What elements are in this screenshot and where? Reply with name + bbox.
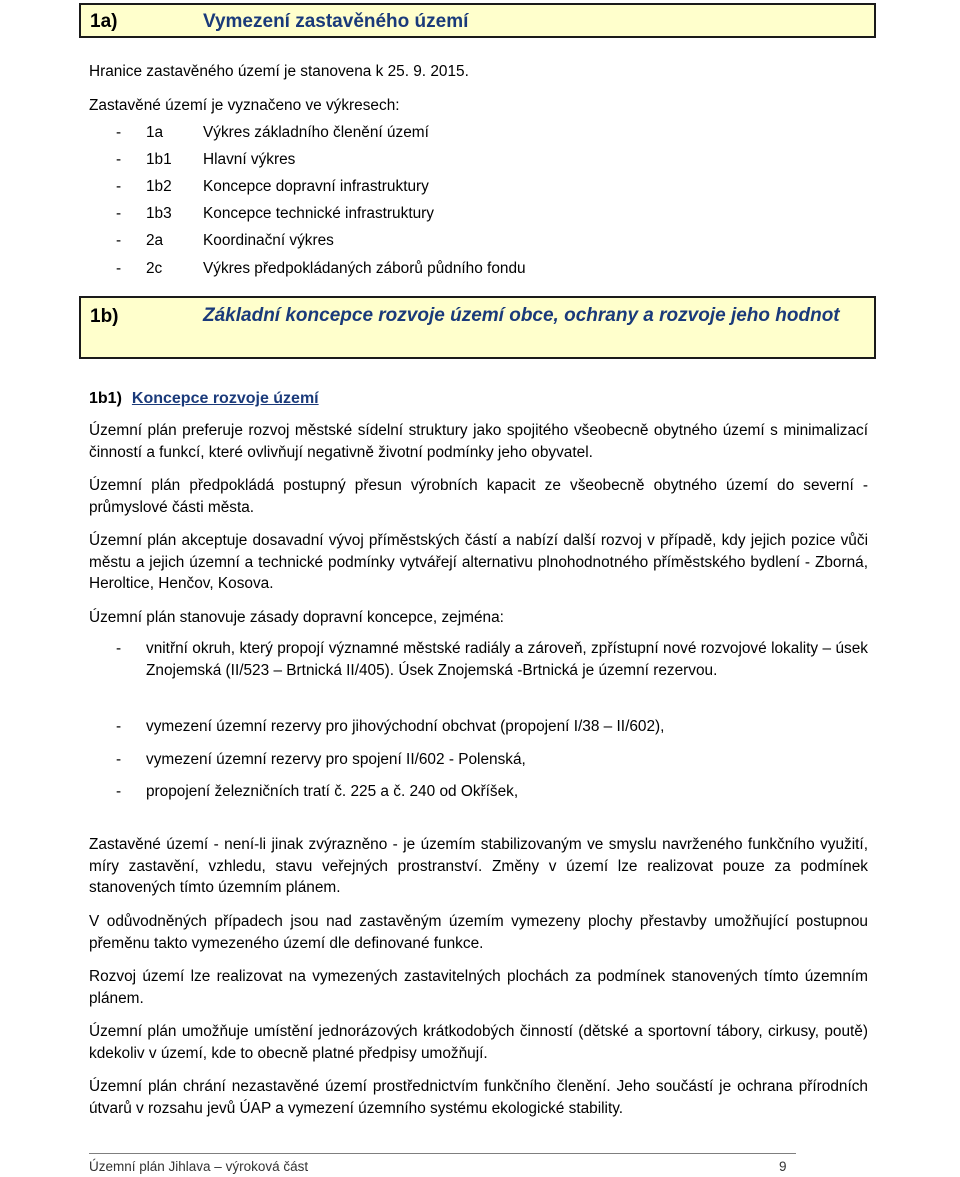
section-title: Vymezení zastavěného území [203, 11, 469, 32]
footer-document-title: Územní plán Jihlava – výroková část [89, 1159, 309, 1174]
list-item-text: vnitřní okruh, který propojí významné městské radiály a zároveň, zpřístupní nové rozvojové lokality – úsek Znojemská (II/523 – Brtnická II/405). Úsek Znojemská -Brtnická je územní rezervou. [146, 640, 868, 679]
list-item-text: vymezení územní rezervy pro jihovýchodní obchvat (propojení I/38 – II/602), [146, 718, 665, 735]
paragraph: Územní plán stanovuje zásady dopravní koncepce, zejména: [89, 609, 504, 626]
drawing-name: Hlavní výkres [203, 151, 296, 168]
paragraph: Územní plán preferuje rozvoj městské sídelní struktury jako spojitého všeobecně obytného území s minimalizací činností a funkcí, které ovlivňují negativně životní podmínky jeho obyvatel. [89, 422, 868, 461]
paragraph: V odůvodněných případech jsou nad zastavěným územím vymezeny plochy přestavby umožňující postupnou přeměnu takto vymezeného území dle definované funkce. [89, 913, 868, 952]
drawing-name: Výkres předpokládaných záborů půdního fondu [203, 260, 526, 277]
section-heading-1b [79, 296, 876, 359]
drawing-name: Koncepce dopravní infrastruktury [203, 178, 429, 195]
list-item-text: vymezení územní rezervy pro spojení II/602 - Polenská, [146, 751, 526, 768]
section-title: Základní koncepce rozvoje území obce, ochrany a rozvoje jeho hodnot [203, 305, 840, 326]
section-number: 1a) [90, 11, 118, 32]
subsection-number: 1b1) [89, 390, 122, 407]
footer-divider [89, 1153, 796, 1154]
drawing-code: 1b1 [146, 151, 172, 168]
paragraph: Zastavěné území - není-li jinak zvýrazněno - je územím stabilizovaným ve smyslu navrženého funkčního využití, míry zastavění, vzhledu, stavu veřejných prostranství. Změny v území lze realizovat pouze za podmínek stanovených tímto územním plánem. [89, 836, 868, 896]
date-line: Hranice zastavěného území je stanovena k 25. 9. 2015. [89, 63, 469, 80]
paragraph: Územní plán umožňuje umístění jednorázových krátkodobých činností (dětské a sportovní tábory, cirkusy, poutě) kdekoliv v území, kde to obecně platné předpisy umožňují. [89, 1023, 868, 1062]
paragraph: Územní plán chrání nezastavěné území prostřednictvím funkčního členění. Jeho součástí je ochrana přírodních útvarů v rozsahu jevů ÚAP a vymezení územního systému ekologické stability. [89, 1078, 868, 1117]
section-heading-1a [79, 3, 876, 38]
page-number: 9 [779, 1159, 787, 1174]
drawing-code: 1a [146, 124, 164, 141]
drawing-code: 2a [146, 232, 164, 249]
section-number: 1b) [90, 306, 119, 327]
drawings-intro: Zastavěné území je vyznačeno ve výkresech: [89, 97, 400, 114]
subsection-title: Koncepce rozvoje území [131, 390, 319, 407]
drawing-code: 1b2 [146, 178, 172, 195]
drawing-code: 2c [146, 260, 163, 277]
drawing-name: Výkres základního členění území [203, 124, 429, 141]
paragraph: Územní plán předpokládá postupný přesun výrobních kapacit ze všeobecně obytného území do severní - průmyslové části města. [89, 477, 868, 516]
list-item-text: propojení železničních tratí č. 225 a č. 240 od Okříšek, [146, 783, 519, 800]
paragraph: Rozvoj území lze realizovat na vymezených zastavitelných plochách za podmínek stanovených tímto územním plánem. [89, 968, 868, 1007]
document-page: 1a) Vymezení zastavěného území Hranice zastavěného území je stanovena k 25. 9. 2015. Zastavěné území je vyznačeno ve výkresech: - 1a Výkres základního členění území - 1b1 Hlavní výkres - 1b2 Koncepce dopravní infrastruktury - 1b3 Koncepce technické infrastruktury - 2a Koordinační výkres - 2c Výkres předpokládaných záborů půdního fondu 1b) Základní koncepce rozvoje území obce, ochrany a rozvoje jeho hodnot 1b1) Koncepce rozvoje území Územní plán preferuje rozvoj městské sídelní struktury jako spojitého všeobecně obytného území s minimalizací činností a funkcí, které ovlivňují negativně životní podmínky jeho obyvatel. Územní plán předpokládá postupný přesun výrobních kapacit ze všeobecně obytného území do severní - průmyslové části města. Územní plán akceptuje dosavadní vývoj příměstských částí a nabízí další rozvoj v případě, kdy jejich pozice vůči městu a jejich územní a technické podmínky vytvářejí alternativu plnohodnotného příměstského bydlení - Zborná, Heroltice, Henčov, Kosova. Územní plán stanovuje zásady dopravní koncepce, zejména: - vnitřní okruh, který propojí významné městské radiály a zároveň, zpřístupní nové rozvojové lokality – úsek Znojemská (II/523 – Brtnická II/405). Úsek Znojemská -Brtnická je územní rezervou. - vymezení územní rezervy pro jihovýchodní obchvat (propojení I/38 – II/602), - vymezení územní rezervy pro spojení II/602 - Polenská, - propojení železničních tratí č. 225 a č. 240 od Okříšek, Zastavěné území - není-li jinak zvýrazněno - je územím stabilizovaným ve smyslu navrženého funkčního využití, míry zastavění, vzhledu, stavu veřejných prostranství. Změny v území lze realizovat pouze za podmínek stanovených tímto územním plánem. V odůvodněných případech jsou nad zastavěným územím vymezeny plochy přestavby umožňující postupnou přeměnu takto vymezeného území dle definované funkce. Rozvoj území lze realizovat na vymezených zastavitelných plochách za podmínek stanovených tímto územním plánem. Územní plán umožňuje umístění jednorázových krátkodobých činností (dětské a sportovní tábory, cirkusy, poutě) kdekoliv v území, kde to obecně platné předpisy umožňují. Územní plán chrání nezastavěné území prostřednictvím funkčního členění. Jeho součástí je ochrana přírodních útvarů v rozsahu jevů ÚAP a vymezení územního systému ekologické stability. Územní plán Jihlava – výroková část 9 [0, 0, 960, 1177]
paragraph: Územní plán akceptuje dosavadní vývoj příměstských částí a nabízí další rozvoj v případě, kdy jejich pozice vůči městu a jejich územní a technické podmínky vytvářejí alternativu plnohodnotného příměstského bydlení - Zborná, Heroltice, Henčov, Kosova. [89, 532, 868, 592]
drawing-name: Koordinační výkres [203, 232, 334, 249]
drawing-name: Koncepce technické infrastruktury [203, 205, 434, 222]
subsection-heading-1b1 [89, 388, 319, 410]
drawing-code: 1b3 [146, 205, 172, 222]
